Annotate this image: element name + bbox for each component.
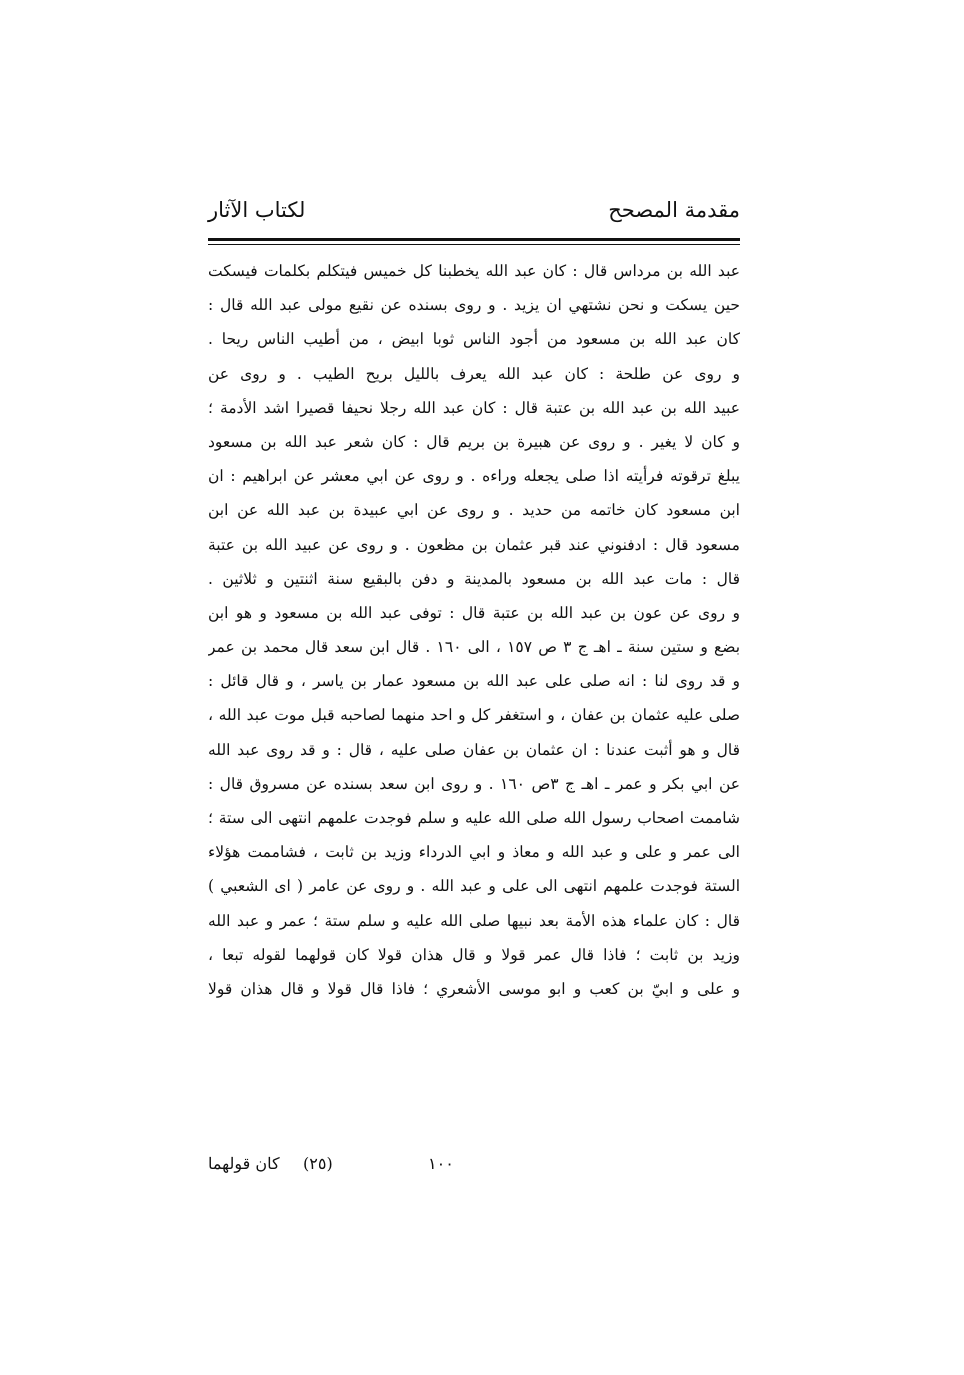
text-line: قال : كان علماء هذه الأمة بعد نبيها صلى الله عليه و سلم ستة ؛ عمر و عبد الله <box>208 911 740 930</box>
text-line: و على و ابيّ بن كعب و ابو موسى الأشعري ؛ فاذا قال قولا و قال هذان قولا <box>208 979 740 998</box>
page-footer <box>208 1150 740 1184</box>
header-rule-thin <box>208 244 740 245</box>
text-line: و روى عن طلحة : كان عبد الله يعرف بالليل بريح الطيب . و روى عن <box>208 364 740 383</box>
text-line: حين يسكت و نحن نشتهي ان يزيد ‍. و روى بسنده عن نقيع مولى عبد الله قال : <box>208 296 740 315</box>
text-line: وزيد بن ثابت ؛ فاذا قال عمر قولا و قال هذان قولا كان قولهما لقوله تبعا ، <box>208 945 740 964</box>
text-line: مسعود قال : ادفنوني عند قبر عثمان بن مظعون . و روى عن عبيد الله بن عتبة <box>208 535 740 554</box>
text-line: قال و هو أثبت عندنا : ان عثمان بن عفان صلى عليه ، قال : و قد روى عبد الله <box>208 740 740 759</box>
header-book-title: لكتاب الآثار <box>208 198 306 222</box>
header-title: مقدمة المصحح <box>608 198 740 222</box>
text-line: و روى عن عون بن عبد الله بن عتبة قال : توفى عبد الله بن مسعود و هو ابن <box>208 603 740 622</box>
text-line: كان عبد الله بن مسعود من أجود الناس ثوبا ابيض ، من أطيب الناس ريحا . <box>208 330 740 349</box>
text-line: يبلغ ترقوته فرأيته اذا صلى يجعله وراءه . و روى عن ابي معشر عن ابراهيم : ان <box>208 467 740 486</box>
signature-number: (٢٥) <box>303 1154 333 1173</box>
text-line: بضع و ستين سنة ـ اهـ ج ٣ ص ١٥٧ ، الى ١٦٠ . قال ابن سعد قال محمد بن عمر <box>208 638 740 657</box>
page-number: ١٠٠ <box>428 1154 454 1173</box>
text-line: الى عمر و على و عبد الله و معاذ و ابي الدرداء وزيد بن ثابت ، فشاممت هؤلاء <box>208 843 740 862</box>
text-line: شاممت اصحاب رسول الله صلى الله عليه و سلم فوجدت علمهم انتهى الى ستة ؛ <box>208 809 740 827</box>
text-line: صلى عليه عثمان بن عفان ، و استغفر كل و احد منهما لصاحبه قبل موت عبد الله ، <box>208 706 740 725</box>
body-text <box>208 254 740 1006</box>
catchword: كان قولهما <box>208 1154 280 1173</box>
text-line: عبد الله بن مرداس قال : كان عبد الله يخطبنا كل خميس فيتكلم بكلمات فيسكت <box>208 262 740 280</box>
text-line: ابن مسعود كان خاتمه من حديد . و روى عن ابي عبيدة بن عبد الله عن ابن <box>208 501 740 520</box>
text-line: و قد روى لنا : انه صلى على عبد الله بن مسعود عمار بن ياسر ، و قال قائل : <box>208 672 740 691</box>
page-header <box>208 198 740 232</box>
text-line: عبيد الله بن عبد الله بن عتبة قال : كان عبد الله رجلا نحيفا قصيرا اشد الأدمة ؛ <box>208 398 740 417</box>
text-line: الستة فوجدت علمهم انتهى الى على و عبد الله . و روى عن عامر ( اى الشعبي ) <box>208 877 740 896</box>
text-line: و كان لا يغير . و روى عن هبيرة بن بريم قال : كان شعر عبد الله بن مسعود <box>208 432 740 451</box>
text-line: قال : مات عبد الله بن مسعود بالمدينة و دفن بالبقيع سنة اثنتين و ثلاثين . <box>208 569 740 588</box>
text-line: عن ابي بكر و عمر ـ اهـ ج ٣ص ١٦٠ . و روى ابن سعد بسنده عن مسروق قال : <box>208 774 740 793</box>
header-rule-thick <box>208 238 740 241</box>
